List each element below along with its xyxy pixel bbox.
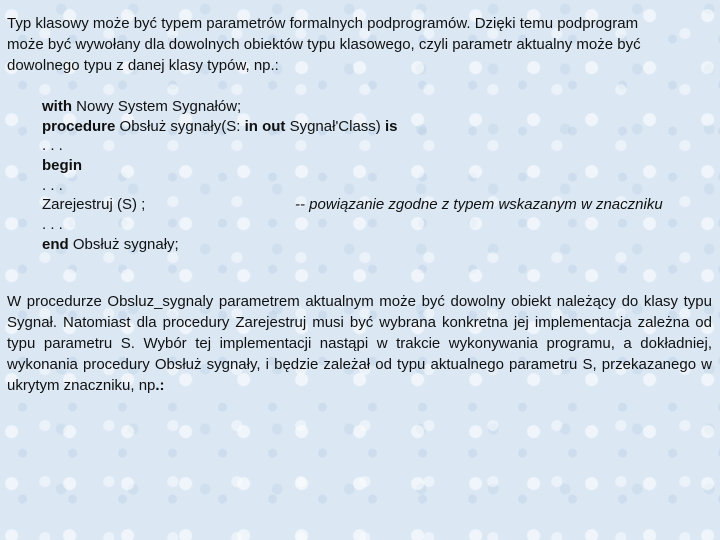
code-line-end [42, 235, 712, 255]
keyword-with: with [42, 98, 72, 115]
intro-line-3: dowolnego typu z danej klasy typów, np.: [7, 57, 279, 74]
keyword-in-out: in out [244, 117, 286, 135]
code-example [42, 97, 712, 255]
code-text: Obsłuż sygnały; [68, 235, 179, 253]
intro-paragraph [7, 13, 707, 76]
code-line-procedure [42, 117, 712, 137]
code-comment: -- powiązanie zgodne z typem wskazanym w znaczniku [295, 196, 663, 214]
code-text: Nowy System Sygnałów; [72, 98, 242, 115]
closing-text: W procedurze Obsluz_sygnaly parametrem aktualnym może być dowolny obiekt należący do klasy typu Sygnał. Natomiast dla procedury Zarejestruj musi być wybrana konkretna jej implementacja zależna od typu parametru S. Wybór tej implementacji nastąpi w trakcie wykonywania programu, a dokładniej, wykonania procedury Obsłuż sygnały, i będzie zależał od typu aktualnego parametru S, przekazanego w ukrytym znaczniku, np [7, 293, 712, 394]
code-line-ellipsis: . . . [42, 176, 63, 194]
code-line-begin: begin [42, 157, 82, 175]
code-text: Zarejestruj (S) ; [42, 196, 146, 214]
keyword-procedure: procedure [42, 117, 116, 135]
closing-paragraph [7, 291, 712, 396]
intro-line-1: Typ klasowy może być typem parametrów formalnych podprogramów. Dzięki temu podprogram [7, 15, 639, 32]
keyword-end: end [42, 235, 69, 253]
code-line-ellipsis: . . . [42, 137, 63, 155]
code-line-ellipsis: . . . [42, 216, 63, 234]
intro-line-2: może być wywołany dla dowolnych obiektów typu klasowego, czyli parametr aktualny może być [7, 36, 641, 53]
keyword-is: is [384, 117, 398, 135]
code-line-register [42, 195, 712, 215]
code-line-with [42, 97, 712, 117]
code-text: Obsłuż sygnały(S: [115, 117, 245, 135]
code-text: Sygnał'Class) [285, 117, 385, 135]
closing-end-bold: .: [155, 377, 165, 394]
